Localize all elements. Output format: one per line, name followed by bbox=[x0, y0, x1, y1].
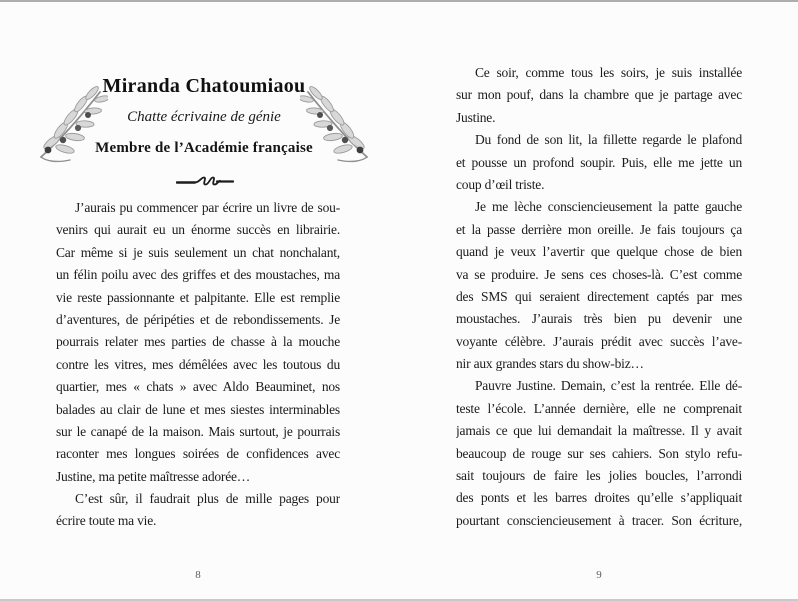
text-line: Justine, ma petite maîtresse adorée… bbox=[56, 468, 251, 484]
text-line: vie reste passionnante et palpitante. Elle est remplie bbox=[56, 289, 340, 305]
text-line: des ponts et les barres droites qu’elle s’appliquait bbox=[456, 490, 742, 506]
text-line: venirs qui aurait eu un énorme succès en librairie. bbox=[56, 222, 340, 238]
text-line: Justine. bbox=[456, 109, 496, 125]
text-line: balades au clair de lune et mes siestes interminables bbox=[56, 401, 340, 417]
text-line: Je me lèche consciencieusement la patte gauche bbox=[475, 199, 742, 215]
text-line: et pousse un profond soupir. Puis, elle me jette un bbox=[456, 154, 742, 170]
text-line: voyante célèbre. J’aurais prédit avec succès l’ave- bbox=[456, 333, 742, 349]
text-line: d’aventures, de péripéties et de rebondissements. Je bbox=[56, 311, 340, 327]
text-line: Car même si je suis seulement un chat nonchalant, bbox=[56, 244, 340, 260]
text-line: C’est sûr, il faudrait plus de mille pages pour bbox=[75, 491, 340, 507]
text-line: va se produire. Je sens ces choses-là. C’est comme bbox=[456, 266, 742, 282]
chapter-title: Miranda Chatoumiaou bbox=[102, 75, 306, 97]
left-page-text bbox=[56, 197, 340, 533]
text-line: Ce soir, comme tous les soirs, je suis installée bbox=[475, 65, 742, 80]
text-line: sait toujours de faire les jolies boucles, l’arrondi bbox=[456, 468, 742, 484]
text-line: coup d’œil triste. bbox=[456, 176, 545, 192]
text-line: teste l’école. L’année dernière, elle ne comprenait bbox=[456, 400, 742, 416]
text-line: moustaches. J’aurais très bien pu devenir une bbox=[456, 311, 742, 327]
page-number-left: 8 bbox=[195, 569, 201, 581]
text-line: pourtant consciencieusement à tracer. Son écriture, bbox=[456, 512, 742, 528]
text-line: Du fond de son lit, la fillette regarde le plafond bbox=[475, 132, 742, 148]
chapter-affiliation: Membre de l’Académie française bbox=[95, 140, 313, 156]
text-line: quartier, mes « chats » avec Aldo Beauminet, nos bbox=[56, 379, 340, 395]
text-line: sur mon pouf, dans la chambre que je partage avec bbox=[456, 87, 742, 103]
text-line: écrire toute ma vie. bbox=[56, 513, 157, 529]
text-line: J’aurais pu commencer par écrire un livre de sou- bbox=[75, 200, 340, 215]
scan-edge-top bbox=[0, 0, 798, 2]
text-line: et la passe derrière mon oreille. Je fais toujours ça bbox=[456, 221, 742, 237]
text-line: quand je veux l’avertir que quelque chose de bien bbox=[456, 244, 742, 260]
text-line: beaucoup de rouge sur ses cahiers. Son stylo refu- bbox=[456, 445, 742, 461]
text-line: raconter mes longues soirées de confidences avec bbox=[56, 446, 340, 462]
text-line: des SMS qui seraient directement captés par mes bbox=[456, 288, 742, 304]
text-line: pourrais relater mes parties de chasse à la mouche bbox=[56, 334, 340, 350]
text-line: sur le canapé de la maison. Mais surtout, je pourrais bbox=[56, 423, 340, 439]
text-line: jamais ce que lui demandait la maîtresse. Il y avait bbox=[456, 423, 742, 439]
text-line: nir aux grandes stars du show-biz… bbox=[456, 356, 644, 372]
right-page-text bbox=[456, 62, 742, 532]
text-line: un félin poilu avec des griffes et des moustaches, ma bbox=[56, 267, 340, 283]
rope-twist-divider-icon bbox=[176, 175, 234, 187]
chapter-subtitle: Chatte écrivaine de génie bbox=[127, 109, 281, 125]
text-line: Pauvre Justine. Demain, c’est la rentrée. Elle dé- bbox=[475, 378, 742, 394]
page-number-right: 9 bbox=[596, 569, 602, 581]
text-line: contre les vitres, mes démêlées avec les toutous du bbox=[56, 356, 340, 372]
